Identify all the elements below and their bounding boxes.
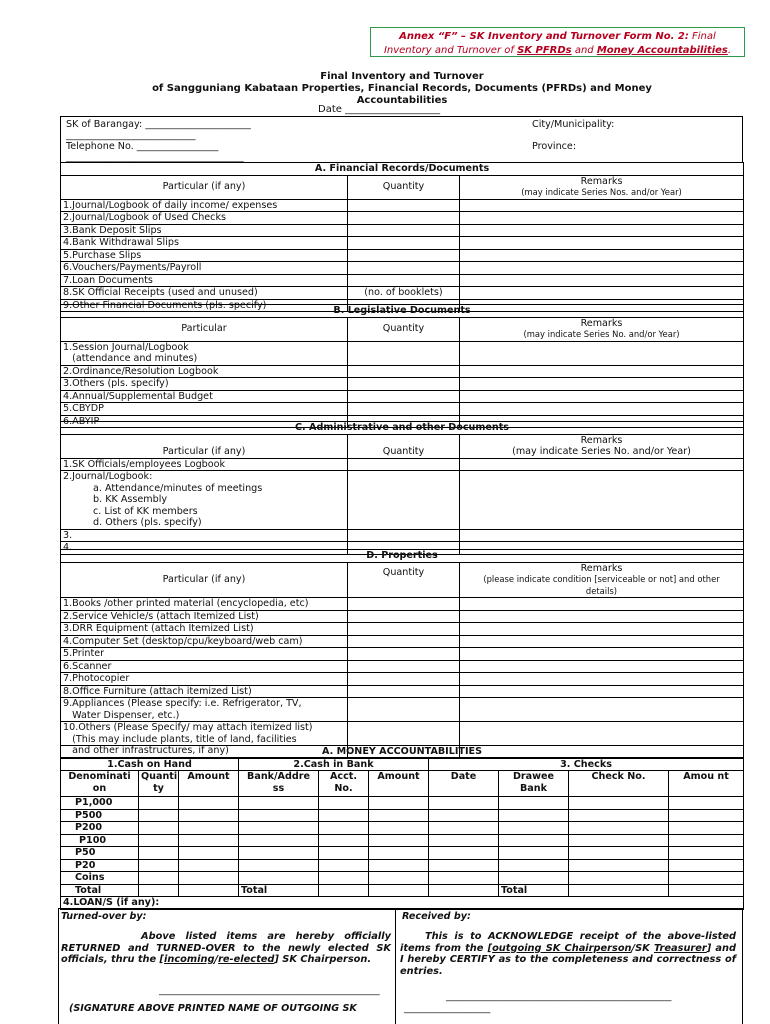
date-cell[interactable] — [429, 859, 499, 872]
table-row: 6.ABYIP — [61, 415, 348, 428]
amount-cell[interactable] — [669, 834, 744, 847]
section-b-col-remarks-sub: (may indicate Series No. and/or Year) — [523, 329, 680, 339]
acct-cell[interactable] — [319, 809, 369, 822]
section-b-title: B. Legislative Documents — [61, 305, 744, 318]
drawee-cell[interactable] — [499, 822, 569, 835]
qty-cell[interactable] — [139, 797, 179, 810]
amount-cell[interactable] — [669, 822, 744, 835]
received-box — [396, 908, 743, 1024]
section-c-col-remarks-sub: (may indicate Series No. and/or Year) — [512, 446, 691, 457]
turnover-signature-line[interactable]: ______________________________________________ — [159, 985, 380, 996]
qty-cell[interactable] — [348, 623, 460, 636]
remarks-cell[interactable] — [460, 685, 744, 698]
remarks-cell[interactable] — [460, 365, 744, 378]
remarks-cell[interactable] — [460, 224, 744, 237]
remarks-cell[interactable] — [460, 458, 744, 471]
section-a-col-quantity: Quantity — [348, 175, 460, 199]
turnover-reelected: re-elected — [218, 954, 275, 965]
qty-cell[interactable] — [348, 274, 460, 287]
amount-cell[interactable] — [669, 872, 744, 885]
amount-cell[interactable] — [669, 809, 744, 822]
table-row: 5.Purchase Slips — [61, 249, 348, 262]
amount-cell[interactable] — [369, 884, 429, 897]
table-row — [61, 834, 744, 847]
table-row: 1.SK Officials/employees Logbook — [61, 458, 348, 471]
col-amount-check: Amou nt — [669, 771, 744, 797]
qty-cell[interactable] — [348, 212, 460, 225]
table-row: 4.Annual/Supplemental Budget — [61, 390, 348, 403]
qty-cell[interactable] — [348, 390, 460, 403]
cash-on-hand-header: 1.Cash on Hand — [61, 758, 239, 771]
turnover-text: Above listed items are hereby officially RETURNED and TURNED-OVER to the newly elected SK officials, thru the [ — [61, 931, 391, 965]
table-row: 3.Bank Deposit Slips — [61, 224, 348, 237]
amount-cell[interactable] — [669, 859, 744, 872]
table-row: 9.Other Financial Documents (pls. specify) — [61, 299, 348, 312]
amount-cell[interactable] — [669, 797, 744, 810]
remarks-cell[interactable] — [460, 262, 744, 275]
section-d-row10-line1: 10.Others (Please Specify/ may attach itemized list) — [63, 722, 313, 733]
qty-cell[interactable] — [139, 834, 179, 847]
remarks-cell[interactable] — [460, 648, 744, 661]
qty-cell[interactable] — [348, 648, 460, 661]
title-line3: Accountabilities — [356, 95, 448, 106]
section-c-title: C. Administrative and other Documents — [61, 422, 744, 435]
section-b-table — [60, 304, 744, 428]
section-d-title: D. Properties — [61, 550, 744, 563]
amount-cell[interactable] — [369, 797, 429, 810]
total-label-bank: Total — [239, 884, 319, 897]
table-row: 7.Loan Documents — [61, 274, 348, 287]
bank-cell[interactable] — [239, 809, 319, 822]
remarks-cell[interactable] — [460, 635, 744, 648]
received-signature-line[interactable]: _______________________________________________ — [446, 991, 672, 1002]
cash-in-bank-header: 2.Cash in Bank — [239, 758, 429, 771]
table-row: 5.Printer — [61, 648, 348, 661]
bank-cell[interactable] — [239, 872, 319, 885]
telephone-field[interactable]: Telephone No. _________________ — [66, 141, 219, 152]
qty-cell[interactable] — [348, 378, 460, 391]
received-treasurer: Treasurer — [653, 942, 707, 954]
amount-cell[interactable] — [179, 822, 239, 835]
acct-cell[interactable] — [319, 822, 369, 835]
amount-cell[interactable] — [179, 884, 239, 897]
date-cell[interactable] — [429, 809, 499, 822]
turnover-signature-caption: (SIGNATURE ABOVE PRINTED NAME OF OUTGOING SK — [69, 1003, 357, 1014]
remarks-cell[interactable] — [460, 249, 744, 262]
annex-pfrds: SK PFRDs — [517, 44, 572, 56]
qty-cell[interactable] — [348, 685, 460, 698]
amount-cell[interactable] — [179, 872, 239, 885]
qty-cell[interactable]: (no. of booklets) — [348, 287, 460, 300]
date-cell[interactable] — [429, 797, 499, 810]
section-c-sub-b: b. KK Assembly — [93, 494, 168, 505]
qty-cell[interactable] — [348, 698, 460, 722]
remarks-cell[interactable] — [460, 698, 744, 722]
section-d-col-remarks: Remarks — [580, 562, 623, 574]
acct-cell[interactable] — [319, 884, 369, 897]
qty-cell[interactable] — [348, 471, 460, 530]
acct-cell[interactable] — [319, 797, 369, 810]
received-outgoing: outgoing SK Chairperson — [492, 942, 632, 954]
section-d-row9-line2: Water Dispenser, etc.) — [63, 709, 180, 721]
check-cell[interactable] — [569, 872, 669, 885]
qty-cell[interactable] — [348, 249, 460, 262]
check-cell[interactable] — [569, 834, 669, 847]
remarks-cell[interactable] — [460, 274, 744, 287]
denom-cell: P500 — [61, 809, 139, 822]
table-row — [61, 859, 744, 872]
table-row — [61, 809, 744, 822]
remarks-cell[interactable] — [460, 199, 744, 212]
qty-cell[interactable] — [348, 224, 460, 237]
amount-cell[interactable] — [369, 822, 429, 835]
col-acct-no: Acct. No. — [319, 771, 369, 797]
table-row: 7.Photocopier — [61, 673, 348, 686]
amount-cell[interactable] — [369, 809, 429, 822]
table-row: 4.Computer Set (desktop/cpu/keyboard/web cam) — [61, 635, 348, 648]
city-field[interactable]: City/Municipality: — [532, 119, 615, 130]
date-cell[interactable] — [429, 884, 499, 897]
remarks-cell[interactable] — [460, 237, 744, 250]
remarks-cell[interactable] — [460, 390, 744, 403]
table-row — [61, 797, 744, 810]
section-a-col-remarks: Remarks — [580, 175, 623, 187]
table-row: 3.Others (pls. specify) — [61, 378, 348, 391]
annex-prefix: Annex “F” – SK Inventory and Turnover Form No. 2: — [399, 31, 689, 42]
acct-cell[interactable] — [319, 859, 369, 872]
barangay-field[interactable]: SK of Barangay: ______________________ — [66, 119, 251, 130]
section-a-col-remarks-sub: (may indicate Series Nos. and/or Year) — [521, 187, 682, 197]
received-statement — [400, 931, 736, 977]
remarks-cell[interactable] — [460, 529, 744, 542]
received-slash: /SK — [631, 942, 654, 954]
denom-cell: P50 — [61, 847, 139, 860]
amount-cell[interactable] — [179, 809, 239, 822]
section-b-row-label: 1.Session Journal/Logbook — [63, 341, 189, 353]
remarks-cell[interactable] — [460, 403, 744, 416]
section-d-col-quantity: Quantity — [348, 562, 460, 598]
table-row: 8.Office Furniture (attach itemized List) — [61, 685, 348, 698]
section-c-table — [60, 421, 744, 555]
amount-cell[interactable] — [179, 797, 239, 810]
money-title: A. MONEY ACCOUNTABILITIES — [61, 746, 744, 759]
acct-cell[interactable] — [319, 872, 369, 885]
amount-cell[interactable] — [369, 847, 429, 860]
table-row: 4. — [61, 542, 348, 555]
turnover-label: Turned-over by: — [61, 911, 147, 922]
loan-row[interactable]: 4.LOAN/S (if any): — [61, 897, 744, 910]
denom-cell: P200 — [61, 822, 139, 835]
remarks-cell[interactable] — [460, 378, 744, 391]
section-a-table — [60, 162, 744, 312]
qty-cell[interactable] — [348, 341, 460, 365]
annex-final: Final — [692, 31, 716, 42]
section-c-col-quantity: Quantity — [348, 434, 460, 458]
table-row — [61, 872, 744, 885]
denom-cell: Coins — [61, 872, 139, 885]
table-row: 6.Scanner — [61, 660, 348, 673]
bank-cell[interactable] — [239, 847, 319, 860]
qty-cell[interactable] — [348, 403, 460, 416]
qty-cell[interactable] — [348, 365, 460, 378]
bank-cell[interactable] — [239, 834, 319, 847]
province-field[interactable]: Province: — [532, 141, 577, 152]
table-row: 5.CBYDP — [61, 403, 348, 416]
section-d-col-particular: Particular (if any) — [61, 562, 348, 598]
table-row — [61, 847, 744, 860]
remarks-cell[interactable] — [460, 598, 744, 611]
acct-cell[interactable] — [319, 834, 369, 847]
qty-cell[interactable] — [348, 262, 460, 275]
table-row: 1.Books /other printed material (encyclopedia, etc) — [61, 598, 348, 611]
bank-cell[interactable] — [239, 822, 319, 835]
annex-money: Money Accountabilities — [596, 44, 728, 56]
amount-cell[interactable] — [669, 884, 744, 897]
section-d-row10-line2: (This may include plants, title of land, facilities — [63, 733, 297, 745]
section-d-row10-line3: and other infrastructures, if any) — [63, 745, 229, 756]
qty-cell[interactable] — [348, 199, 460, 212]
date-cell[interactable] — [429, 847, 499, 860]
section-d-table — [60, 549, 744, 758]
table-row-total — [61, 884, 744, 897]
remarks-cell[interactable] — [460, 673, 744, 686]
turnover-slash: / — [214, 954, 219, 965]
section-b-row-sub: (attendance and minutes) — [63, 353, 198, 364]
telephone-underline: _____________________________________ — [66, 152, 244, 163]
drawee-cell[interactable] — [499, 797, 569, 810]
qty-cell[interactable] — [139, 859, 179, 872]
barangay-underline: ___________________________ — [66, 130, 196, 141]
turnover-box — [58, 908, 396, 1024]
drawee-cell[interactable] — [499, 859, 569, 872]
amount-cell[interactable] — [179, 834, 239, 847]
table-row: 3.DRR Equipment (attach Itemized List) — [61, 623, 348, 636]
total-label-checks: Total — [499, 884, 569, 897]
section-b-col-particular: Particular — [61, 317, 348, 341]
qty-cell[interactable] — [348, 635, 460, 648]
money-table — [60, 745, 744, 910]
check-cell[interactable] — [569, 859, 669, 872]
section-b-col-remarks: Remarks — [580, 317, 623, 329]
table-row: 2.Journal/Logbook of Used Checks — [61, 212, 348, 225]
date-cell[interactable] — [429, 872, 499, 885]
acct-cell[interactable] — [319, 847, 369, 860]
qty-cell[interactable] — [139, 847, 179, 860]
received-text: This is to ACKNOWLEDGE receipt of the above-listed items from the [ — [400, 931, 736, 954]
check-cell[interactable] — [569, 797, 669, 810]
section-b-col-quantity: Quantity — [348, 317, 460, 341]
section-a-col-particular: Particular (if any) — [61, 175, 348, 199]
qty-cell[interactable] — [348, 610, 460, 623]
check-cell[interactable] — [569, 847, 669, 860]
section-c-row2-label: 2.Journal/Logbook: — [63, 471, 153, 482]
date-cell[interactable] — [429, 822, 499, 835]
denom-cell: P100 — [61, 834, 139, 847]
section-c-col-remarks: Remarks — [580, 434, 623, 446]
col-amount-bank: Amount — [369, 771, 429, 797]
col-drawee-bank: Drawee Bank — [499, 771, 569, 797]
section-a-title: A. Financial Records/Documents — [61, 163, 744, 176]
annex-box — [370, 27, 745, 57]
section-c-sub-a: a. Attendance/minutes of meetings — [93, 482, 263, 494]
col-date: Date — [429, 771, 499, 797]
remarks-cell[interactable] — [460, 610, 744, 623]
table-row: 2.Service Vehicle/s (attach Itemized List) — [61, 610, 348, 623]
table-row: 4.Bank Withdrawal Slips — [61, 237, 348, 250]
amount-cell[interactable] — [369, 872, 429, 885]
checks-header: 3. Checks — [429, 758, 744, 771]
remarks-cell[interactable] — [460, 212, 744, 225]
table-row — [61, 698, 348, 722]
remarks-cell[interactable] — [460, 341, 744, 365]
qty-cell[interactable] — [348, 529, 460, 542]
denom-cell: P20 — [61, 859, 139, 872]
turnover-incoming: incoming — [164, 954, 215, 965]
qty-cell[interactable] — [139, 822, 179, 835]
bank-cell[interactable] — [239, 797, 319, 810]
qty-cell[interactable] — [139, 872, 179, 885]
bank-cell[interactable] — [239, 859, 319, 872]
qty-cell[interactable] — [348, 673, 460, 686]
received-label: Received by: — [402, 911, 471, 922]
received-text-end: ] and I hereby CERTIFY as to the completeness and correctness of entries. — [400, 942, 736, 977]
qty-cell[interactable] — [348, 458, 460, 471]
remarks-cell[interactable] — [460, 623, 744, 636]
col-amount: Amount — [179, 771, 239, 797]
date-cell[interactable] — [429, 834, 499, 847]
annex-line2: Inventory and Turnover of — [383, 44, 514, 56]
qty-cell[interactable] — [348, 598, 460, 611]
section-c-col-particular: Particular (if any) — [61, 434, 348, 458]
col-quantity: Quanti ty — [139, 771, 179, 797]
table-row: 2.Ordinance/Resolution Logbook — [61, 365, 348, 378]
section-c-sub-c: c. List of KK members — [93, 505, 198, 517]
check-cell[interactable] — [569, 822, 669, 835]
qty-cell[interactable] — [348, 237, 460, 250]
col-check-no: Check No. — [569, 771, 669, 797]
qty-cell[interactable] — [348, 660, 460, 673]
title-line1: Final Inventory and Turnover — [320, 71, 484, 82]
drawee-cell[interactable] — [499, 872, 569, 885]
table-row — [61, 341, 348, 365]
amount-cell[interactable] — [179, 847, 239, 860]
col-denomination: Denominati on — [61, 771, 139, 797]
section-d-col-remarks-sub2: details) — [585, 585, 618, 596]
remarks-cell[interactable] — [460, 471, 744, 530]
table-row: 1.Journal/Logbook of daily income/ expenses — [61, 199, 348, 212]
table-row — [61, 471, 348, 530]
section-d-row9-line1: 9.Appliances (Please specify: i.e. Refrigerator, TV, — [63, 698, 302, 709]
title-line2: of Sangguniang Kabataan Properties, Financial Records, Documents (PFRDs) and Money — [152, 83, 652, 94]
qty-cell[interactable] — [139, 809, 179, 822]
table-row: 3. — [61, 529, 348, 542]
table-row: 6.Vouchers/Payments/Payroll — [61, 262, 348, 275]
check-cell[interactable] — [569, 884, 669, 897]
info-box — [60, 116, 743, 162]
annex-and: and — [574, 44, 594, 56]
amount-cell[interactable] — [369, 834, 429, 847]
remarks-cell[interactable] — [460, 660, 744, 673]
drawee-cell[interactable] — [499, 809, 569, 822]
table-row — [61, 822, 744, 835]
total-label-hand: Total — [61, 884, 139, 897]
turnover-text-end: ] SK Chairperson. — [274, 954, 372, 965]
table-row: 8.SK Official Receipts (used and unused) — [61, 287, 348, 300]
col-bank-address: Bank/Addre ss — [239, 771, 319, 797]
drawee-cell[interactable] — [499, 834, 569, 847]
drawee-cell[interactable] — [499, 847, 569, 860]
annex-dot: . — [727, 44, 732, 56]
section-d-col-remarks-sub1: (please indicate condition [serviceable or not] and other — [483, 574, 720, 584]
received-signature-line2: __________________ — [404, 1003, 491, 1014]
amount-cell[interactable] — [669, 847, 744, 860]
date-line: Date ___________________ — [318, 104, 441, 115]
turnover-statement — [61, 931, 391, 966]
amount-cell[interactable] — [369, 859, 429, 872]
amount-cell[interactable] — [179, 859, 239, 872]
remarks-cell[interactable] — [460, 287, 744, 300]
denom-cell: P1,000 — [61, 797, 139, 810]
check-cell[interactable] — [569, 809, 669, 822]
qty-cell[interactable] — [139, 884, 179, 897]
section-c-sub-d: d. Others (pls. specify) — [93, 517, 202, 528]
